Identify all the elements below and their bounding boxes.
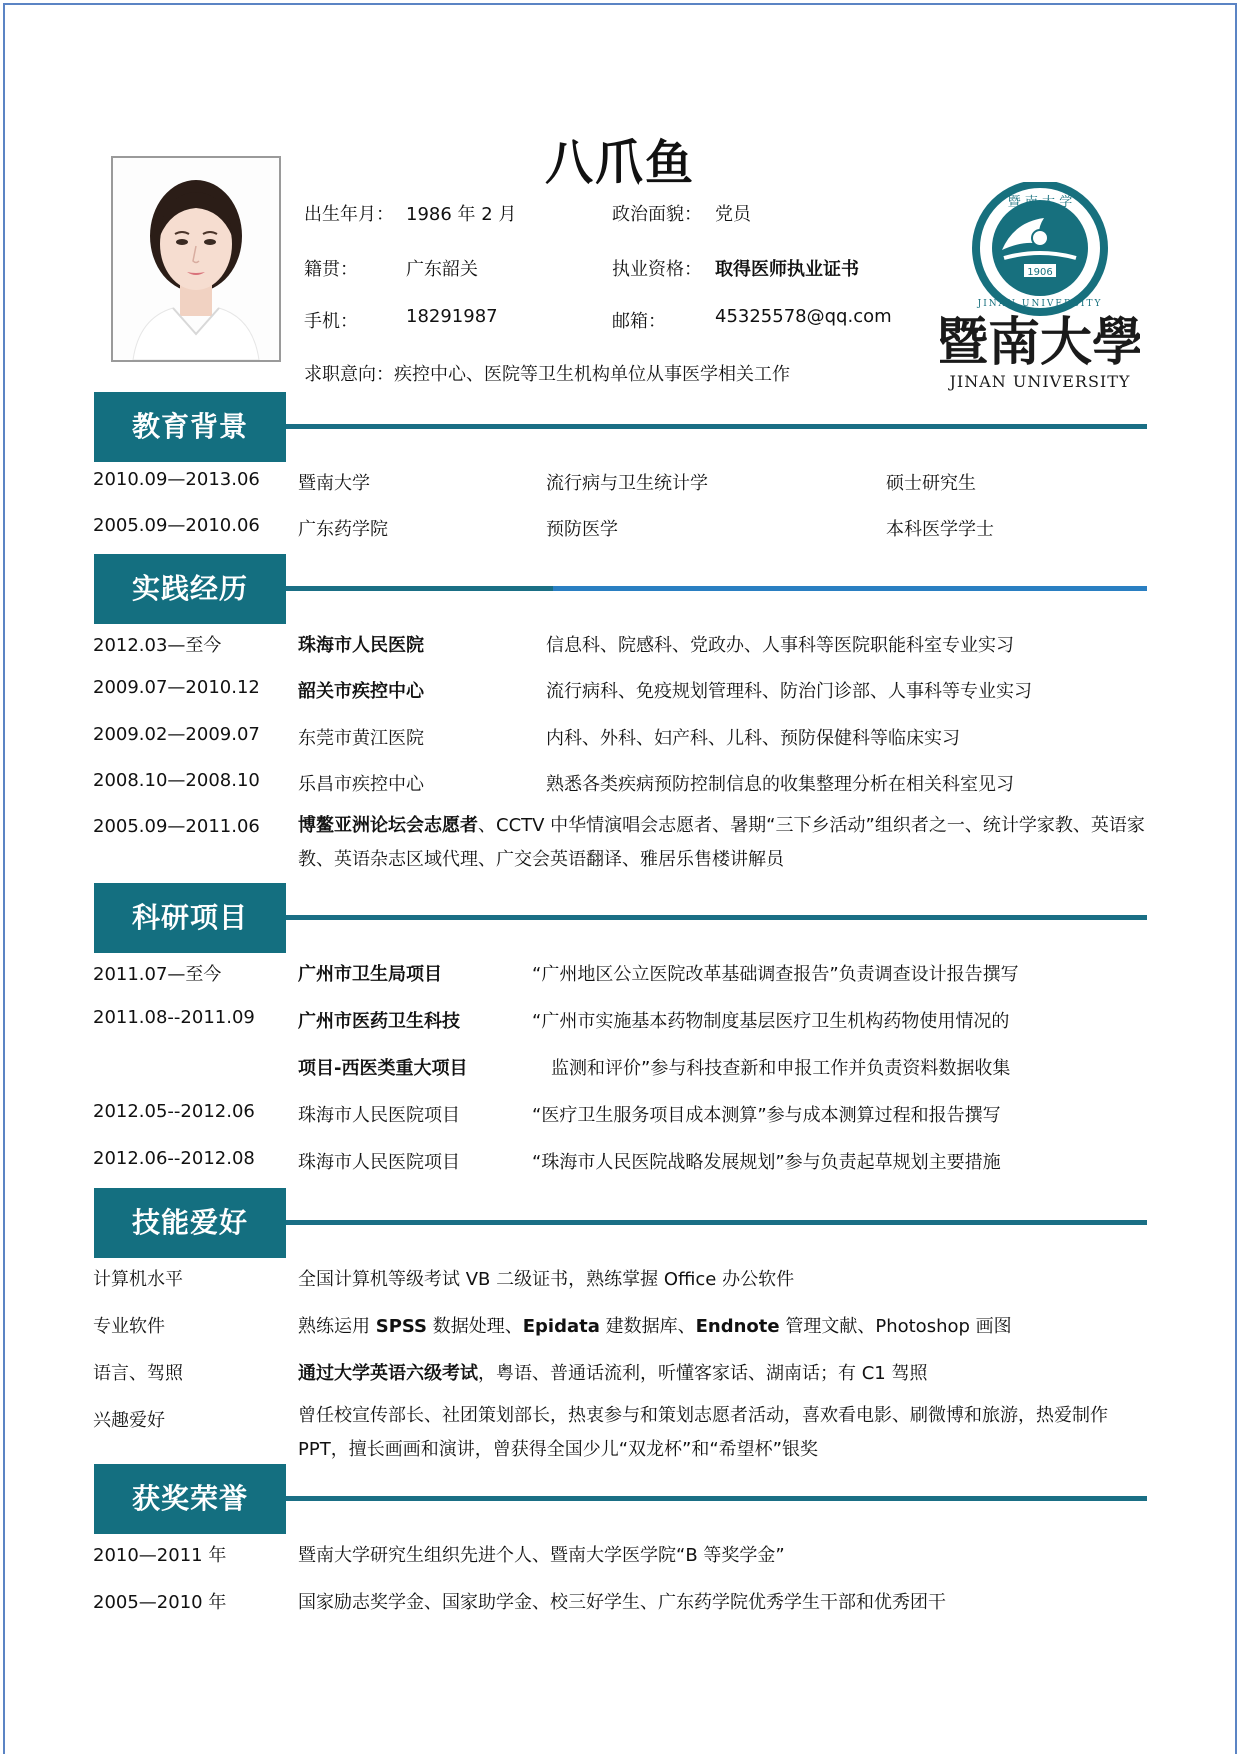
skill-software <box>298 1312 1012 1338</box>
language-bold: 通过大学英语六级考试 <box>298 1363 478 1384</box>
edu-degree: 本科医学学士 <box>886 519 994 540</box>
logo-chinese-name: 暨南大學 <box>940 312 1140 373</box>
award-desc: 暨南大学研究生组织先进个人、暨南大学医学院“B 等奖学金” <box>298 1545 785 1566</box>
practice-org: 珠海市人民医院 <box>298 635 424 656</box>
native-label: 籍贯： <box>304 259 358 280</box>
birth-label: 出生年月： <box>304 204 394 225</box>
political-label: 政治面貌： <box>612 204 702 225</box>
logo-english-name: JINAN UNIVERSITY <box>949 372 1131 391</box>
practice-org: 乐昌市疾控中心 <box>298 774 424 795</box>
section-divider <box>286 915 1147 920</box>
research-desc: “广州市实施基本药物制度基层医疗卫生机构药物使用情况的 <box>532 1011 1010 1032</box>
software-text: 熟练运用 <box>298 1316 376 1337</box>
edu-date: 2010.09—2013.06 <box>93 469 260 490</box>
seal-top-text: 暨 南 大 学 <box>1007 195 1073 210</box>
practice-date: 2009.02—2009.07 <box>93 724 260 745</box>
practice-volunteer-text <box>298 809 1148 877</box>
skill-language <box>298 1359 927 1385</box>
research-desc: “广州地区公立医院改革基础调查报告”负责调查设计报告撰写 <box>532 964 1019 985</box>
research-desc: “医疗卫生服务项目成本测算”参与成本测算过程和报告撰写 <box>532 1105 1001 1126</box>
research-project: 广州市卫生局项目 <box>298 964 442 985</box>
skill-label: 计算机水平 <box>93 1269 183 1290</box>
software-text: 建数据库、 <box>599 1316 696 1337</box>
job-intent: 求职意向：疾控中心、医院等卫生机构单位从事医学相关工作 <box>304 364 790 385</box>
award-date: 2005—2010 年 <box>93 1592 227 1613</box>
practice-volunteer-bold: 博鳌亚洲论坛会志愿者 <box>298 815 478 836</box>
section-divider <box>286 586 1147 591</box>
research-date: 2012.05--2012.06 <box>93 1101 255 1122</box>
skill-label: 专业软件 <box>93 1316 165 1337</box>
edu-degree: 硕士研究生 <box>886 473 976 494</box>
research-project: 珠海市人民医院项目 <box>298 1105 460 1126</box>
profile-photo <box>111 156 281 362</box>
software-endnote: Endnote <box>695 1316 780 1337</box>
software-text: 管理文献、Photoshop 画图 <box>779 1316 1012 1337</box>
practice-desc: 信息科、院感科、党政办、人事科等医院职能科室专业实习 <box>546 635 1014 656</box>
edu-school: 暨南大学 <box>298 473 370 494</box>
section-divider <box>286 1496 1147 1501</box>
software-spss: SPSS <box>375 1316 428 1337</box>
research-date: 2011.08--2011.09 <box>93 1007 255 1028</box>
research-project: 广州市医药卫生科技 <box>298 1011 460 1032</box>
language-rest: ，粤语、普通话流利，听懂客家话、湖南话；有 C1 驾照 <box>478 1363 928 1384</box>
section-title-skills: 技能爱好 <box>94 1188 286 1258</box>
section-divider <box>286 1220 1147 1225</box>
email-value: 45325578@qq.com <box>715 306 892 327</box>
section-title-education: 教育背景 <box>94 392 286 462</box>
university-logo <box>940 182 1140 392</box>
edu-major: 预防医学 <box>546 519 618 540</box>
software-epidata: Epidata <box>522 1316 600 1337</box>
research-desc: “珠海市人民医院战略发展规划”参与负责起草规划主要措施 <box>532 1152 1001 1173</box>
edu-school: 广东药学院 <box>298 519 388 540</box>
practice-date: 2009.07—2010.12 <box>93 677 260 698</box>
practice-desc: 流行病科、免疫规划管理科、防治门诊部、人事科等专业实习 <box>546 681 1032 702</box>
practice-org: 韶关市疾控中心 <box>298 681 424 702</box>
applicant-name: 八爪鱼 <box>544 135 695 191</box>
research-desc: 监测和评价”参与科技查新和申报工作并负责资料数据收集 <box>551 1058 1011 1079</box>
skill-computer: 全国计算机等级考试 VB 二级证书，熟练掌握 Office 办公软件 <box>298 1269 795 1290</box>
award-desc: 国家励志奖学金、国家助学金、校三好学生、广东药学院优秀学生干部和优秀团干 <box>298 1592 946 1613</box>
native-value: 广东韶关 <box>406 259 478 280</box>
birth-value: 1986 年 2 月 <box>406 204 517 225</box>
license-value: 取得医师执业证书 <box>715 259 859 280</box>
research-date: 2011.07—至今 <box>93 964 222 985</box>
practice-date: 2005.09—2011.06 <box>93 816 260 837</box>
political-value: 党员 <box>715 204 751 225</box>
practice-date: 2008.10—2008.10 <box>93 770 260 791</box>
award-date: 2010—2011 年 <box>93 1545 227 1566</box>
license-label: 执业资格： <box>612 259 702 280</box>
skill-hobby: 曾任校宣传部长、社团策划部长，热衷参与和策划志愿者活动，喜欢看电影、刷微博和旅游，热爱制作 PPT，擅长画画和演讲，曾获得全国少儿“双龙杯”和“希望杯”银奖 <box>298 1405 1108 1460</box>
practice-desc: 内科、外科、妇产科、儿科、预防保健科等临床实习 <box>546 728 960 749</box>
phone-value: 18291987 <box>406 306 498 327</box>
practice-volunteer-rest: 、CCTV 中华情演唱会志愿者、暑期“三下乡活动”组织者之一、统计学家教、英语家教、英语杂志区域代理、广交会英语翻译、雅居乐售楼讲解员 <box>298 815 1145 870</box>
skill-label: 语言、驾照 <box>93 1363 183 1384</box>
seal-year: 1906 <box>1027 267 1053 278</box>
edu-major: 流行病与卫生统计学 <box>546 473 708 494</box>
edu-date: 2005.09—2010.06 <box>93 515 260 536</box>
research-project: 珠海市人民医院项目 <box>298 1152 460 1173</box>
section-title-research: 科研项目 <box>94 883 286 953</box>
software-text: 数据处理、 <box>427 1316 523 1337</box>
section-divider <box>286 424 1147 429</box>
research-date: 2012.06--2012.08 <box>93 1148 255 1169</box>
practice-desc: 熟悉各类疾病预防控制信息的收集整理分析在相关科室见习 <box>546 774 1014 795</box>
research-project: 项目-西医类重大项目 <box>298 1058 468 1079</box>
section-title-awards: 获奖荣誉 <box>94 1464 286 1534</box>
practice-date: 2012.03—至今 <box>93 635 222 656</box>
practice-org: 东莞市黄江医院 <box>298 728 424 749</box>
email-label: 邮箱： <box>612 311 666 332</box>
section-title-practice: 实践经历 <box>94 554 286 624</box>
phone-label: 手机： <box>304 311 358 332</box>
seal-arc-text: JINAN UNIVERSITY <box>977 299 1103 309</box>
skill-label: 兴趣爱好 <box>93 1410 165 1431</box>
